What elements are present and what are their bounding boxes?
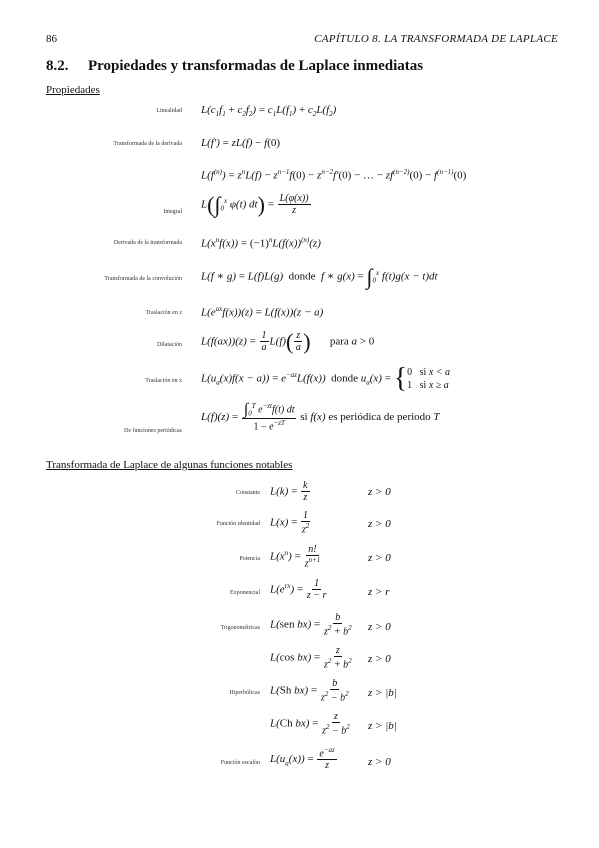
formula-sh: L(Sh bx) = $\frac{b}{z^2 - b^2}$ — [270, 678, 349, 704]
formula-derivative-transform: $L(x^nf(x)) = (-1)^nL(f(x))^{(n)}(z)$ — [201, 236, 321, 250]
table-heading: Transformada de Laplace de algunas funciones notables — [46, 459, 293, 471]
periodic-text: es periódica de periodo — [328, 411, 431, 424]
properties-heading: Propiedades — [46, 84, 100, 96]
formula-integral: $L(\int_0^x$ φ(t) dt) = $\frac{L(\varphi(x))}{z}$ — [201, 192, 309, 217]
label-translation-z: Traslación en z — [145, 310, 182, 316]
label-trig: Trigonométricas — [220, 625, 260, 631]
cond-sin: z > 0 — [368, 621, 391, 633]
formula-derivative: L(f′) = zL(f) − f(0) — [201, 137, 281, 149]
formula-linearity: $L(c_1f_1 + c_2f_2) = c_1L(f_1) + c_2L(f_2)$ — [201, 104, 337, 119]
section-heading: Propiedades y transformadas de Laplace inmediatas — [88, 58, 424, 74]
label-hyper: Hiperbólicas — [229, 690, 260, 696]
word-donde: donde — [288, 270, 316, 283]
formula-periodic: L(f)(z) = $\frac{\int_0^T e^{-zt}f(t) dt}{1 - e^{-zT}}$ si f(x) es periódica de periodo T — [201, 401, 440, 433]
cond-ch: z > |b| — [368, 720, 397, 732]
formula-constant: L(k) = $\frac{k}{z}$ — [270, 480, 308, 503]
label-constant: Constante — [236, 490, 260, 496]
cond-exponential: z > r — [368, 586, 390, 598]
formula-ch: L(Ch bx) = $\frac{z}{z^2 - b^2}$ — [270, 711, 350, 737]
label-step: Función escalón — [220, 760, 260, 766]
label-power: Potencia — [239, 556, 260, 562]
formula-exponential: $L(e^{rx})$ = $\frac{1}{z - r}$ — [270, 578, 327, 601]
cond-sh: z > |b| — [368, 687, 397, 699]
label-integral: Integral — [163, 209, 182, 215]
formula-cos: L(cos bx) = $\frac{z}{z^2 + b^2}$ — [270, 645, 352, 671]
formula-translation-x: $L(u_a(x)f(x - a)) = e^{-az}L(f(x))$ donde $u_a(x)$ = { 0 si x < a 1 si x ≥ a — [201, 363, 451, 394]
label-derivative: Transformada de la derivada — [113, 141, 182, 147]
cond-cos: z > 0 — [368, 653, 391, 665]
section-title — [46, 58, 423, 75]
formula-nth-derivative: $L(f^{(n)}) = z^nL(f) - z^{n-1}f(0) - z^{n-2}f'(0)$ − … − $zf^{(n-2)}(0) - f^{(n-1)}(0)$ — [201, 168, 467, 182]
cond-step: z > 0 — [368, 756, 391, 768]
page-number: 86 — [46, 33, 57, 45]
cond-constant: z > 0 — [368, 486, 391, 498]
label-convolution: Transformada de la convolución — [104, 276, 182, 282]
chapter-title: CAPÍTULO 8. LA TRANSFORMADA DE LAPLACE — [314, 33, 558, 45]
formula-translation-z: $L(e^{ax}f(x))(z) = L(f(x))(z - a)$ — [201, 305, 324, 319]
word-para: para — [329, 335, 349, 348]
formula-dilation: L(f(ax))(z) = $\frac{1}{a}$ L(f)( $\frac{z}{a}$ ) para a > 0 — [201, 329, 375, 354]
cond-identity: z > 0 — [368, 518, 391, 530]
cond-power: z > 0 — [368, 552, 391, 564]
label-periodic: De funciones periódicas — [124, 428, 182, 434]
label-identity: Función identidad — [216, 521, 260, 527]
label-derivative-transform: Derivada de la transformada — [113, 240, 182, 246]
formula-power: $L(x^n)$ = $\frac{n!}{z^{n+1}}$ — [270, 544, 321, 570]
label-linearity: Linealidad — [156, 108, 182, 114]
formula-step: $L(u_a(x))$ = $\frac{e^{-az}}{z}$ — [270, 746, 335, 772]
label-exponential: Exponencial — [230, 590, 260, 596]
formula-convolution: L(f ∗ g) = L(f)L(g) donde f ∗ $g(x) = \int_0^x$ f(t)g(x − t)dt — [201, 264, 438, 289]
formula-identity: L(x) = $\frac{1}{z^2}$ — [270, 510, 310, 536]
formula-sin: L(sen bx) = $\frac{b}{z^2 + b^2}$ — [270, 612, 352, 638]
label-dilation: Dilatación — [157, 342, 182, 348]
label-translation-x: Traslación en x — [145, 378, 182, 384]
section-number: 8.2. — [46, 58, 69, 74]
